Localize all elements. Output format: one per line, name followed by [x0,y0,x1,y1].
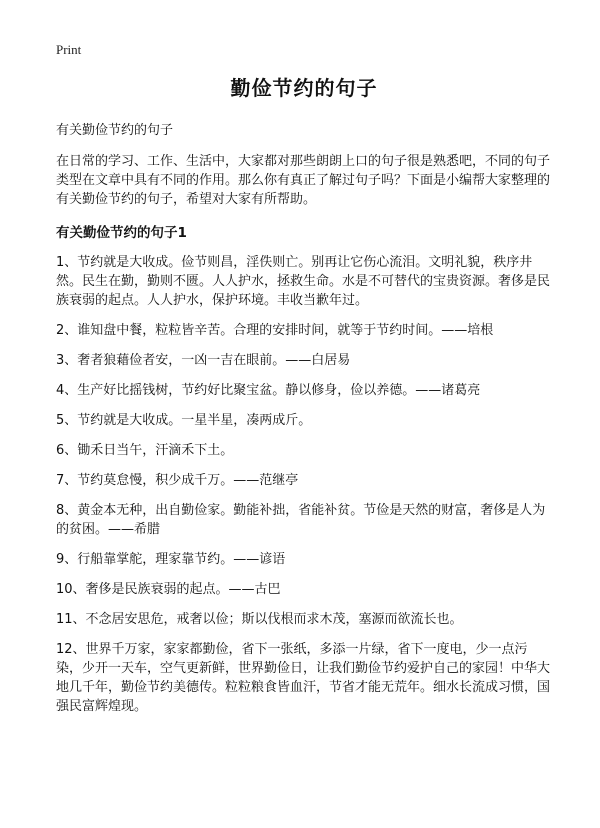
item-text: 黄金本无种，出自勤俭家。勤能补拙，省能补贫。节俭是天然的财富，奢侈是人为的贫困。——希腊 [56,503,546,537]
list-item [56,253,552,310]
list-item [56,471,552,490]
item-text: 生产好比摇钱树，节约好比聚宝盆。静以修身，俭以养德。——诸葛亮 [77,383,481,398]
list-item [56,610,552,629]
item-number: 7、 [56,473,78,488]
list-item [56,321,552,340]
item-number: 9、 [56,552,78,567]
section-heading: 有关勤俭节约的句子1 [56,225,187,241]
article-subtitle: 有关勤俭节约的句子 [56,123,174,138]
item-number: 8、 [56,503,78,518]
item-text: 锄禾日当午，汗滴禾下土。 [77,443,234,458]
list-item [56,550,552,569]
item-number: 12、 [56,642,86,657]
print-label[interactable]: Print [56,42,82,57]
item-text: 节约就是大收成。俭节则昌，淫佚则亡。别再让它伤心流泪。文明礼貌，秩序井然。民生在勤，勤则不匮。人人护水，拯救生命。水是不可替代的宝贵资源。奢侈是民族衰弱的起点。人人护水，保护环境。丰收当歉年过。 [56,255,551,308]
item-number: 2、 [56,323,78,338]
item-number: 1、 [56,255,78,270]
document-page [56,42,552,727]
page-title: 勤俭节约的句子 [230,76,378,100]
item-text: 谁知盘中餐，粒粒皆辛苦。合理的安排时间，就等于节约时间。——培根 [77,323,494,338]
item-text: 节约就是大收成。一星半星，凑两成斤。 [77,413,312,428]
item-number: 10、 [56,582,86,597]
list-item [56,351,552,370]
item-text: 不念居安思危，戒奢以俭；斯以伐根而求木茂，塞源而欲流长也。 [85,612,463,627]
list-item [56,381,552,400]
item-number: 4、 [56,383,78,398]
item-text: 奢者狼藉俭者安，一凶一吉在眼前。——白居易 [77,353,351,368]
item-number: 11、 [56,612,86,627]
item-text: 世界千万家，家家都勤俭，省下一张纸，多添一片绿，省下一度电，少一点污染，少开一天车，空气更新鲜，世界勤俭日，让我们勤俭节约爱护自己的家园！中华大地几千年，勤俭节约美德传。粒粒粮食皆血汗，节省才能无荒年。细水长流成习惯，国强民富辉煌现。 [56,642,551,714]
sentence-list [56,253,552,716]
list-item [56,501,552,539]
list-item [56,411,552,430]
item-number: 3、 [56,353,78,368]
list-item [56,441,552,460]
item-text: 行船靠掌舵，理家靠节约。——谚语 [77,552,286,567]
intro-paragraph: 在日常的学习、工作、生活中，大家都对那些朗朗上口的句子很是熟悉吧，不同的句子类型在文章中具有不同的作用。那么你有真正了解过句子吗？下面是小编帮大家整理的有关勤俭节约的句子，希望对大家有所帮助。 [56,154,551,207]
item-text: 节约莫怠慢，积少成千万。——范继亭 [77,473,299,488]
item-number: 5、 [56,413,78,428]
list-item [56,640,552,716]
item-text: 奢侈是民族衰弱的起点。——古巴 [85,582,281,597]
item-number: 6、 [56,443,78,458]
list-item [56,580,552,599]
